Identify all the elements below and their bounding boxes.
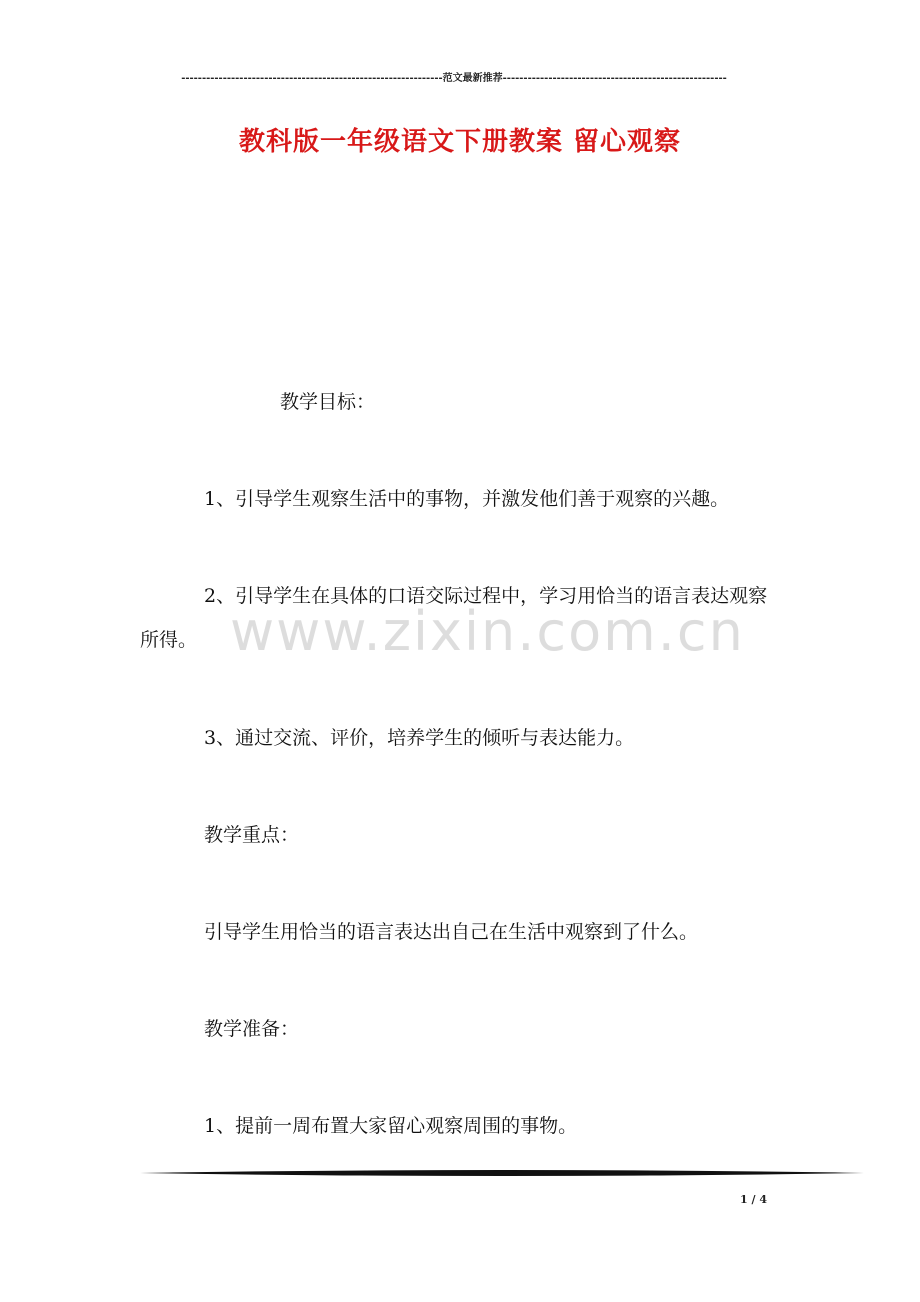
objective-3: 3、通过交流、评价，培养学生的倾听与表达能力。 [204,727,635,749]
page-number: 1 / 4 [740,1193,767,1206]
watermark: www.zixin.com.cn [230,600,745,663]
header-banner: ---------------------------------------------------------------范文最新推荐------------------------------------------------------ [181,73,727,84]
preparation-item-1: 1、提前一周布置大家留心观察周围的事物。 [204,1115,578,1137]
page-title: 教科版一年级语文下册教案 留心观察 [238,127,682,157]
objective-1: 1、引导学生观察生活中的事物，并激发他们善于观察的兴趣。 [204,488,730,510]
key-points-heading: 教学重点： [204,824,300,846]
key-points-text: 引导学生用恰当的语言表达出自己在生活中观察到了什么。 [204,921,699,943]
footer-divider [140,1165,864,1181]
preparation-heading: 教学准备： [204,1018,300,1040]
objectives-heading: 教学目标： [280,391,376,413]
objective-2: 2、引导学生在具体的口语交际过程中，学习用恰当的语言表达观察所得。 [140,585,768,651]
